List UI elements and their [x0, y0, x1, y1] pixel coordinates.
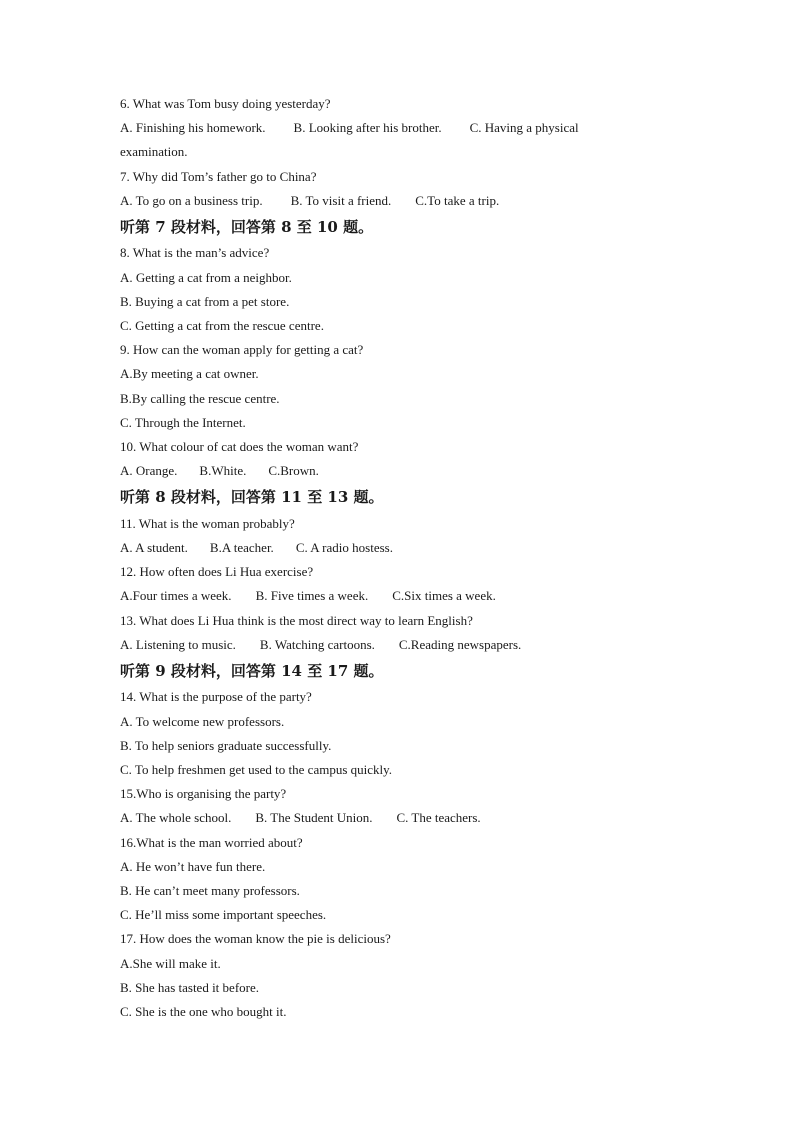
option-c: C.Six times a week.	[392, 588, 496, 604]
question-17: 17. How does the woman know the pie is delicious?	[120, 931, 391, 947]
option-c: C. The teachers.	[396, 810, 481, 826]
question-9: 9. How can the woman apply for getting a cat?	[120, 342, 364, 358]
option-c: C.Brown.	[268, 463, 319, 479]
option-a: A. Orange.	[120, 463, 178, 479]
question-12-options	[120, 584, 680, 608]
option-c: C. To help freshmen get used to the campus quickly.	[120, 762, 393, 777]
option-b: B.White.	[199, 463, 247, 479]
section-heading-9: 听第 9 段材料，回答第 14 至 17 题。	[120, 661, 384, 680]
option-a: A. To go on a business trip.	[120, 192, 263, 208]
question-10: 10. What colour of cat does the woman want?	[120, 438, 359, 454]
option-b: B. Watching cartoons.	[259, 636, 375, 652]
question-11-options	[120, 536, 680, 560]
option-a: A.By meeting a cat owner.	[120, 366, 259, 382]
question-10-options	[120, 459, 680, 483]
option-b: B. Buying a cat from a pet store.	[120, 293, 290, 309]
option-c: C.Reading newspapers.	[398, 636, 522, 652]
option-b: B. The Student Union.	[255, 810, 373, 826]
question-15-options	[120, 806, 680, 830]
option-c: C. Getting a cat from the rescue centre.	[120, 318, 324, 333]
section-heading-7: 听第 7 段材料，回答第 8 至 10 题。	[120, 217, 374, 236]
option-c: C. He’ll miss some important speeches.	[120, 907, 327, 923]
option-b: B. Five times a week.	[255, 588, 369, 604]
option-c: C. Having a physical	[469, 120, 579, 136]
question-15: 15.Who is organising the party?	[120, 786, 287, 802]
option-c: C. She is the one who bought it.	[120, 1003, 287, 1019]
listening-section	[120, 92, 680, 1024]
option-a: A. He won’t have fun there.	[120, 858, 266, 874]
question-13: 13. What does Li Hua think is the most direct way to learn English?	[120, 612, 473, 628]
option-c-continuation: examination.	[120, 144, 188, 160]
question-14: 14. What is the purpose of the party?	[120, 689, 312, 705]
option-b: B. To visit a friend.	[290, 192, 392, 208]
option-b: B. Looking after his brother.	[293, 120, 442, 136]
option-b: B. To help seniors graduate successfully.	[120, 737, 332, 753]
question-6: 6. What was Tom busy doing yesterday?	[120, 96, 331, 111]
option-a: A.She will make it.	[120, 955, 221, 971]
option-a: A. Finishing his homework.	[120, 120, 266, 136]
question-11: 11. What is the woman probably?	[120, 515, 295, 531]
option-c: C. A radio hostess.	[295, 540, 393, 555]
option-a: A. A student.	[120, 540, 188, 555]
question-6-options	[120, 116, 680, 140]
option-c: C. Through the Internet.	[120, 414, 246, 430]
option-b: B.By calling the rescue centre.	[120, 390, 280, 406]
option-b: B. She has tasted it before.	[120, 979, 259, 995]
question-8: 8. What is the man’s advice?	[120, 245, 270, 261]
option-a: A. Listening to music.	[120, 636, 236, 652]
question-16: 16.What is the man worried about?	[120, 834, 303, 850]
question-7-options	[120, 189, 680, 213]
option-a: A. The whole school.	[120, 810, 232, 826]
option-a: A. Getting a cat from a neighbor.	[120, 269, 292, 285]
option-b: B. He can’t meet many professors.	[120, 882, 300, 898]
question-13-options	[120, 633, 680, 657]
option-a: A. To welcome new professors.	[120, 713, 285, 729]
option-b: B.A teacher.	[209, 540, 274, 555]
question-7: 7. Why did Tom’s father go to China?	[120, 168, 317, 184]
option-c: C.To take a trip.	[415, 192, 500, 208]
question-12: 12. How often does Li Hua exercise?	[120, 564, 314, 580]
section-heading-8: 听第 8 段材料，回答第 11 至 13 题。	[120, 488, 384, 507]
option-a: A.Four times a week.	[120, 588, 232, 604]
